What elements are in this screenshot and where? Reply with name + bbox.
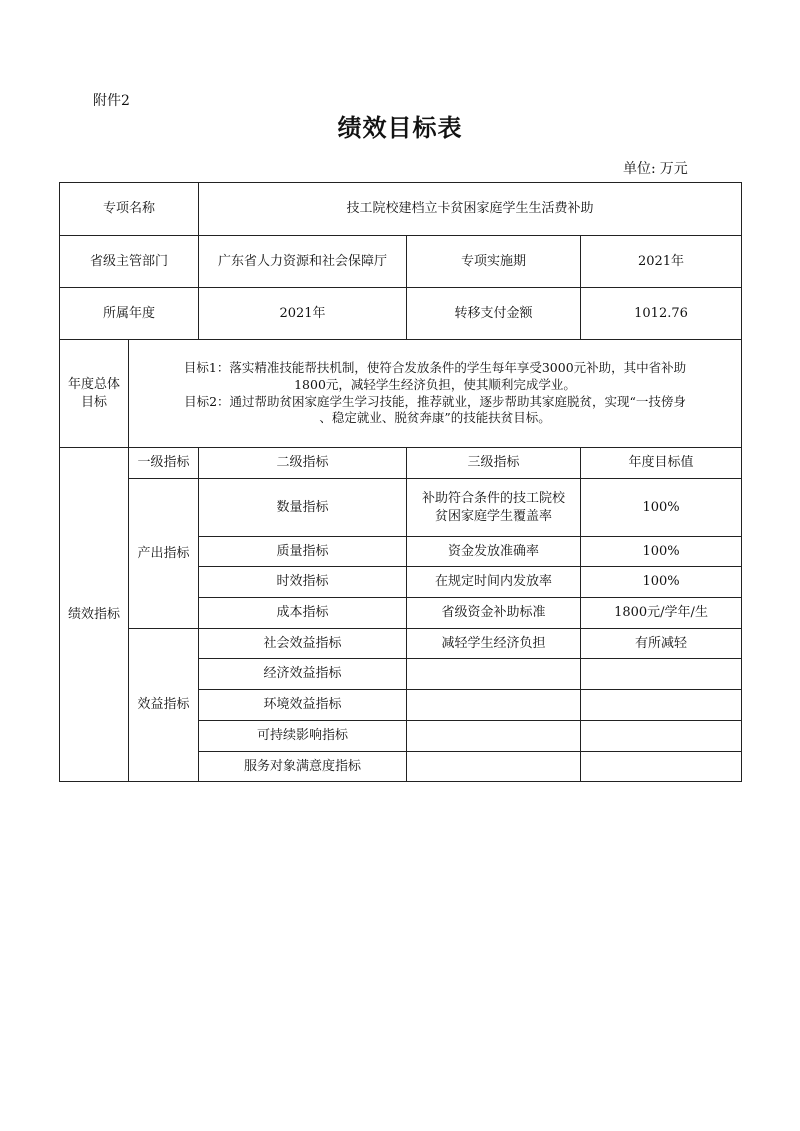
- goal-line: 、稳定就业、脱贫奔康”的技能扶贫目标。: [319, 410, 551, 426]
- output-indicator-label: 产出指标: [129, 479, 199, 629]
- amount-label: 转移支付金额: [407, 288, 581, 340]
- amount-value: 1012.76: [581, 288, 742, 340]
- project-name-label: 专项名称: [60, 183, 199, 236]
- level2-cell: 数量指标: [199, 479, 407, 537]
- department-value: 广东省人力资源和社会保障厅: [199, 236, 407, 288]
- unit-value: 万元: [659, 161, 688, 177]
- level2-cell: 质量指标: [199, 537, 407, 567]
- header-target: 年度目标值: [581, 448, 742, 479]
- goal-line: 目标1：落实精准技能帮扶机制，使符合发放条件的学生每年享受3000元补助，其中省补助: [183, 359, 687, 375]
- department-label: 省级主管部门: [60, 236, 199, 288]
- level2-cell: 经济效益指标: [199, 659, 407, 690]
- target-cell: 100%: [581, 537, 742, 567]
- annual-goal-label-line2: 目标: [80, 394, 107, 410]
- header-level1: 一级指标: [129, 448, 199, 479]
- benefit-indicator-label: 效益指标: [129, 629, 199, 782]
- annual-goal-label-line1: 年度总体: [67, 376, 120, 392]
- target-cell: [581, 752, 742, 782]
- table-row: [60, 479, 742, 537]
- level2-cell: 社会效益指标: [199, 629, 407, 659]
- level3-cell: 减轻学生经济负担: [407, 629, 581, 659]
- goal-line: 1800元，减轻学生经济负担，使其顺利完成学业。: [294, 376, 576, 392]
- unit-caption: 单位:: [623, 161, 656, 177]
- level3-cell: 省级资金补助标准: [407, 598, 581, 629]
- header-level2: 二级指标: [199, 448, 407, 479]
- page-title: 绩效目标表: [337, 113, 463, 142]
- level3-cell: [407, 721, 581, 752]
- level3-cell: 资金发放准确率: [407, 537, 581, 567]
- level2-cell: 服务对象满意度指标: [199, 752, 407, 782]
- target-cell: 100%: [581, 479, 742, 537]
- target-cell: 1800元/学年/生: [581, 598, 742, 629]
- year-value: 2021年: [199, 288, 407, 340]
- indicator-header-row: [60, 448, 742, 479]
- row-project-name: [60, 183, 742, 236]
- level3-cell: [407, 690, 581, 721]
- header-level3: 三级指标: [407, 448, 581, 479]
- unit-label: [623, 158, 688, 178]
- level3-cell: [407, 752, 581, 782]
- target-cell: [581, 721, 742, 752]
- level2-cell: 环境效益指标: [199, 690, 407, 721]
- level3-cell: [407, 659, 581, 690]
- level2-cell: 时效指标: [199, 567, 407, 598]
- level3-line: 贫困家庭学生覆盖率: [435, 508, 553, 524]
- attachment-label: 附件2: [93, 93, 130, 109]
- level3-cell: [407, 479, 581, 537]
- target-cell: 有所减轻: [581, 629, 742, 659]
- row-year: [60, 288, 742, 340]
- level3-line: 补助符合条件的技工院校: [422, 490, 566, 506]
- level2-cell: 成本指标: [199, 598, 407, 629]
- target-cell: [581, 659, 742, 690]
- indicators-section-label: 绩效指标: [60, 448, 129, 782]
- target-cell: 100%: [581, 567, 742, 598]
- goal-line: 目标2：通过帮助贫困家庭学生学习技能，推荐就业，逐步帮助其家庭脱贫，实现“一技傍身: [184, 393, 686, 409]
- annual-goal-label: [60, 340, 129, 448]
- year-label: 所属年度: [60, 288, 199, 340]
- period-label: 专项实施期: [407, 236, 581, 288]
- row-annual-goal: [60, 340, 742, 448]
- performance-table: [59, 182, 742, 782]
- project-name-value: 技工院校建档立卡贫困家庭学生生活费补助: [199, 183, 742, 236]
- target-cell: [581, 690, 742, 721]
- annual-goal-text: [129, 340, 742, 448]
- level3-cell: 在规定时间内发放率: [407, 567, 581, 598]
- level2-cell: 可持续影响指标: [199, 721, 407, 752]
- row-department: [60, 236, 742, 288]
- table-row: [60, 629, 742, 659]
- period-value: 2021年: [581, 236, 742, 288]
